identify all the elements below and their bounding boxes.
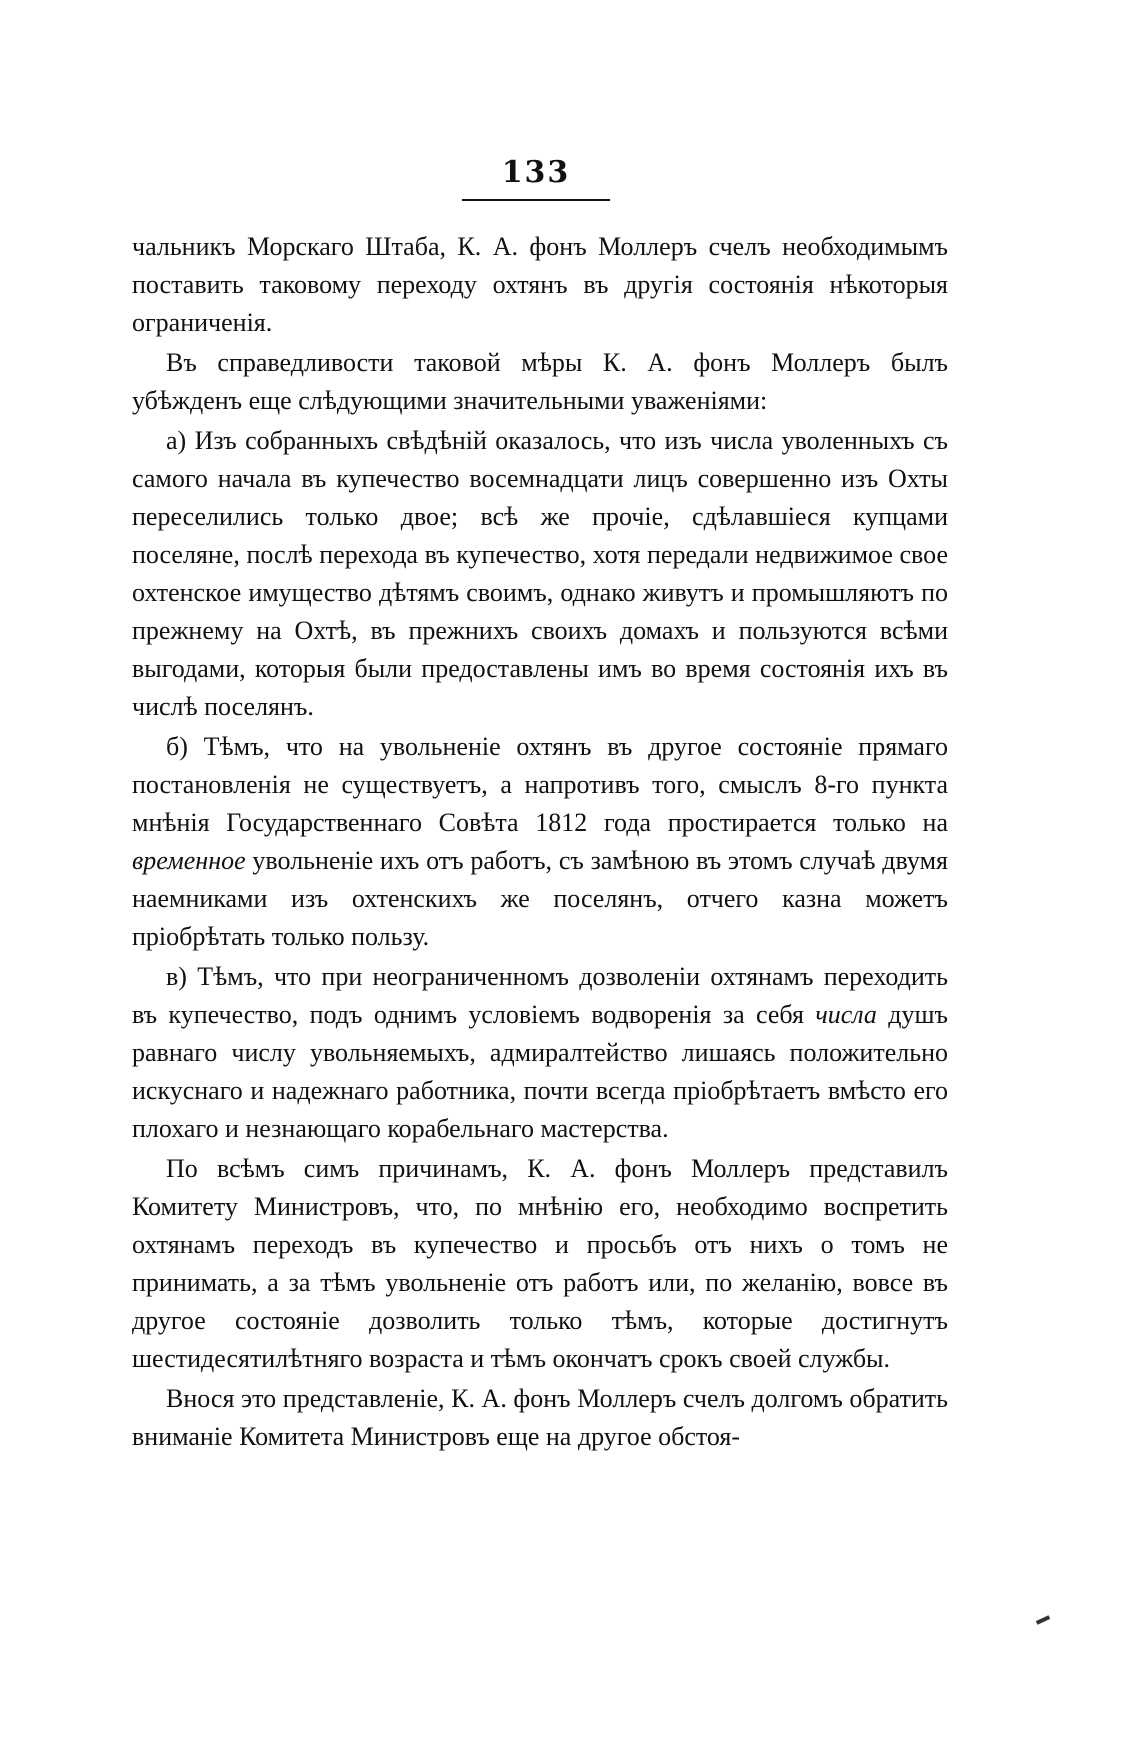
paragraph bbox=[132, 1150, 948, 1378]
paragraph-text: душъ равнаго числу увольняемыхъ, адмиралтейство лишаясь положительно искуснаго и надежнаго работника, почти всегда пріобрѣтаетъ вмѣсто его плохаго и незнающаго корабельнаго мастерства. bbox=[132, 1000, 948, 1143]
paragraph bbox=[132, 344, 948, 420]
header-rule bbox=[462, 199, 610, 201]
paragraph-text: чальникъ Морскаго Штаба, К. А. фонъ Моллеръ счелъ необходимымъ поставить таковому переходу охтянъ въ другія состоянія нѣкоторыя ограниченія. bbox=[132, 232, 948, 337]
paragraph-text: увольненіе ихъ отъ работъ, съ замѣною въ этомъ случаѣ двумя наемниками изъ охтенскихъ же поселянъ, отчего казна можетъ пріобрѣтать только пользу. bbox=[132, 846, 948, 951]
paragraph bbox=[132, 1380, 948, 1456]
print-speck bbox=[1036, 1615, 1050, 1625]
paragraph-text: Въ справедливости таковой мѣры К. А. фонъ Моллеръ былъ убѣжденъ еще слѣдующими значительными уваженіями: bbox=[132, 348, 948, 415]
paragraph-item-b bbox=[132, 728, 948, 956]
italic-emphasis: числа bbox=[815, 1000, 877, 1029]
paragraph-text: По всѣмъ симъ причинамъ, К. А. фонъ Моллеръ представилъ Комитету Министровъ, что, по мнѣнію его, необходимо воспретить охтянамъ переходъ въ купечество и просьбъ отъ нихъ о томъ не принимать, а за тѣмъ увольненіе отъ работъ или, по желанію, вовсе въ другое состояніе дозволить только тѣмъ, которые достигнутъ шестидесятилѣтняго возраста и тѣмъ окончатъ срокъ своей службы. bbox=[132, 1154, 948, 1373]
paragraph-text: Внося это представленіе, К. А. фонъ Моллеръ счелъ долгомъ обратить вниманіе Комитета Министровъ еще на другое обстоя- bbox=[132, 1384, 948, 1451]
paragraph-text: а) Изъ собранныхъ свѣдѣній оказалось, что изъ числа уволенныхъ съ самого начала въ купечество восемнадцати лицъ совершенно изъ Охты переселились только двое; всѣ же прочіе, сдѣлавшіеся купцами поселяне, послѣ перехода въ купечество, хотя передали недвижимое свое охтенское имущество дѣтямъ своимъ, однако живутъ и промышляютъ по прежнему на Охтѣ, въ прежнихъ своихъ домахъ и пользуются всѣми выгодами, которыя были предоставлены имъ во время состоянія ихъ въ числѣ поселянъ. bbox=[132, 426, 948, 721]
paragraph-item-a bbox=[132, 422, 948, 726]
paragraph-item-v bbox=[132, 958, 948, 1148]
page-number: 133 bbox=[501, 155, 571, 190]
paragraph-text: б) Тѣмъ, что на увольненіе охтянъ въ другое состояніе прямаго постановленія не существуетъ, а напротивъ того, смыслъ 8-го пункта мнѣнія Государственнаго Совѣта 1812 года простирается только на bbox=[132, 732, 948, 837]
italic-emphasis: временное bbox=[132, 846, 246, 875]
paragraph bbox=[132, 228, 948, 342]
paragraph-text: в) Тѣмъ, что при неограниченномъ дозволеніи охтянамъ переходить въ купечество, подъ однимъ условіемъ водворенія за себя bbox=[132, 962, 948, 1029]
body-text bbox=[132, 228, 948, 1458]
